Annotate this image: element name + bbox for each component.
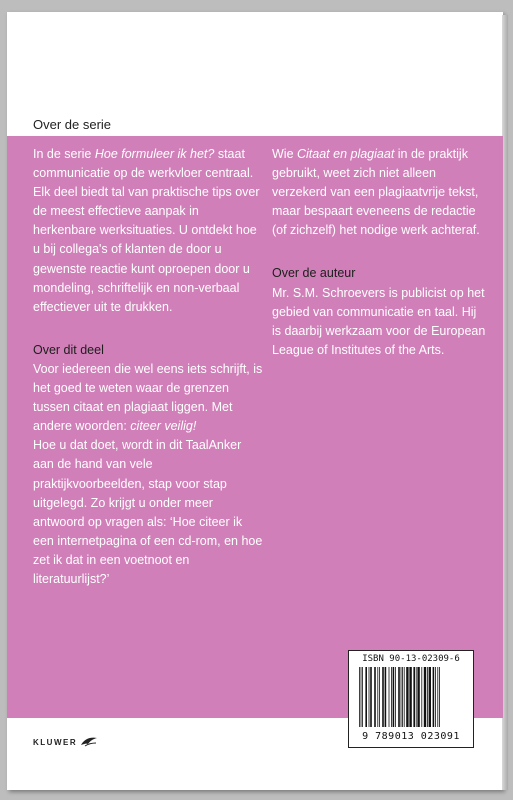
- deel-paragraph-1: [33, 360, 263, 436]
- barcode-box: [348, 650, 474, 748]
- barcode-bar: [401, 667, 402, 727]
- barcode-bar: [424, 667, 426, 727]
- barcode-bar: [409, 667, 411, 727]
- barcode-bar: [382, 667, 384, 727]
- barcode-bar: [417, 667, 419, 727]
- auteur-paragraph: Mr. S.M. Schroevers is publicist op het gebied van communicatie en taal. Hij is daarbij werkzaam voor de European League of Institutes of the Arts.: [272, 285, 486, 357]
- barcode-bar: [370, 667, 372, 727]
- ean-left-group: 789013: [375, 731, 415, 742]
- right-column: [272, 145, 488, 360]
- publisher-logo: [33, 736, 98, 748]
- barcode-bar: [361, 667, 362, 727]
- barcode-bar: [398, 667, 400, 727]
- barcode-bar: [359, 667, 360, 727]
- deel-paragraph-2: Hoe u dat doet, wordt in dit TaalAnker aan de hand van vele praktijkvoorbeelden, stap voor stap uitgelegd. Zo krijgt u onder meer antwoord op vragen als: ‘Hoe citeer ik een internetpagina of een cd-rom, en hoe zet ik dat in een voetnoot en literatuurlijst?’: [33, 438, 263, 586]
- intro-paragraph: [272, 145, 488, 240]
- barcode-bar: [393, 667, 395, 727]
- text-segment: citeer veilig!: [130, 419, 197, 434]
- barcode-bar: [402, 667, 403, 727]
- ean-first-digit: 9: [362, 731, 369, 742]
- barcode-bar: [439, 667, 440, 727]
- barcode-bar: [437, 667, 438, 727]
- barcode-bar: [362, 667, 363, 727]
- barcode-bar: [416, 667, 417, 727]
- barcode-bar: [427, 667, 428, 727]
- text-segment: Citaat en plagiaat: [297, 147, 395, 161]
- kluwer-bird-icon: [80, 736, 98, 748]
- barcode-bar: [421, 667, 422, 727]
- barcode-bar: [389, 667, 390, 727]
- barcode-bar: [395, 667, 396, 727]
- ean-digits: [349, 731, 473, 742]
- text-segment: in de praktijk gebruikt, weet zich niet alleen verzekerd van een plagiaatvrije tekst, maar bespaart eveneens de redactie (of zichzelf) het nodige werk achteraf.: [272, 147, 480, 238]
- barcode-bar: [369, 667, 370, 727]
- ean-right-group: 023091: [420, 731, 460, 742]
- barcode-bar: [379, 667, 380, 727]
- auteur-heading: Over de auteur: [272, 266, 356, 281]
- deel-heading: Over dit deel: [33, 342, 104, 357]
- barcode-bar: [385, 667, 387, 727]
- publisher-logo-text: KLUWER: [33, 737, 78, 747]
- barcode-bar: [377, 667, 378, 727]
- barcode-bar: [413, 667, 415, 727]
- barcode-bar: [406, 667, 408, 727]
- barcode-bar: [433, 667, 435, 727]
- text-segment: Hoe formuleer ik het?: [94, 147, 215, 161]
- barcode-bar: [365, 667, 367, 727]
- series-header: Over de serie: [33, 117, 112, 132]
- text-segment: staat communicatie op de werkvloer centraal. Elk deel biedt tal van praktische tips over de meest effectieve aanpak in herkenbare werksituaties. U ontdekt hoe u bij collega's of klanten de door u gewenste reactie kunt oproepen door u mondeling, schriftelijk en non-verbaal effectiever uit te drukken.: [33, 147, 260, 314]
- barcode-bar: [435, 667, 436, 727]
- text-segment: Wie: [272, 147, 297, 161]
- barcode-bar: [429, 667, 431, 727]
- barcode-bar: [404, 667, 405, 727]
- isbn-label: ISBN 90-13-02309-6: [362, 654, 460, 664]
- left-column: [33, 145, 263, 589]
- text-segment: Voor iedereen die wel eens iets schrijft, is het goed te weten waar de grenzen tussen citaat en plagiaat liggen. Met andere woorden:: [33, 361, 263, 434]
- serie-paragraph: [33, 145, 263, 317]
- barcode-icon: [357, 667, 465, 729]
- barcode-bar: [391, 667, 392, 727]
- barcode-bar: [374, 667, 376, 727]
- text-segment: In de serie: [33, 147, 95, 161]
